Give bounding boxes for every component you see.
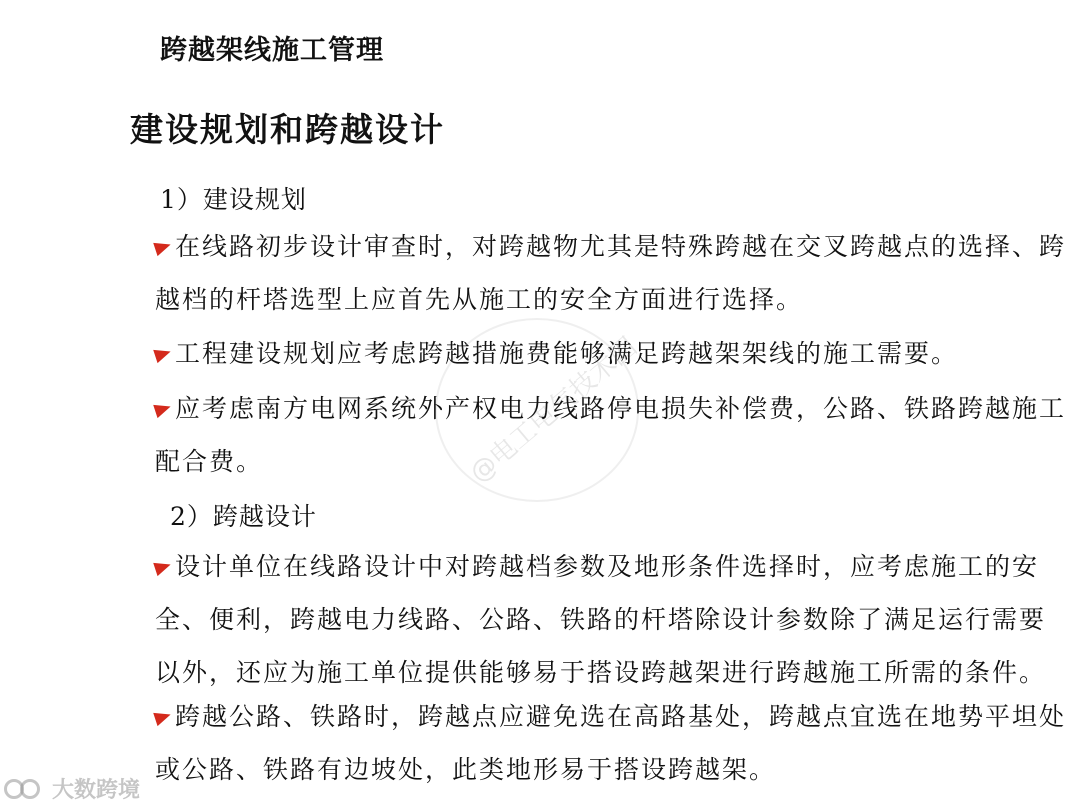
- bullet-text: 工程建设规划应考虑跨越措施费能够满足跨越架架线的施工需要。: [175, 339, 959, 368]
- red-arrow-icon: [153, 345, 173, 363]
- bullet-item: [155, 382, 1070, 488]
- subheading-planning: 1）建设规划: [160, 185, 307, 214]
- red-arrow-icon: [153, 238, 173, 256]
- section-title: 建设规划和跨越设计: [130, 110, 445, 149]
- red-arrow-icon: [153, 708, 173, 726]
- bullet-item: [155, 690, 1070, 796]
- bullet-text: 设计单位在线路设计中对跨越档参数及地形条件选择时，应考虑施工的安全、便利，跨越电力线路、公路、铁路的杆塔除设计参数除了满足运行需要以外，还应为施工单位提供能够易于搭设跨越架进行跨越施工所需的条件。: [155, 552, 1047, 687]
- page-title: 跨越架线施工管理: [160, 35, 384, 66]
- bullet-text: 在线路初步设计审查时，对跨越物尤其是特殊跨越在交叉跨越点的选择、跨越档的杆塔选型上应首先从施工的安全方面进行选择。: [155, 232, 1067, 314]
- red-arrow-icon: [153, 400, 173, 418]
- brand-watermark: [4, 773, 140, 804]
- watermark-text: @电工电气技术圈: [464, 332, 643, 489]
- red-arrow-icon: [153, 558, 173, 576]
- bullet-text: 跨越公路、铁路时，跨越点应避免选在高路基处，跨越点宜选在地势平坦处或公路、铁路有边坡处，此类地形易于搭设跨越架。: [155, 702, 1067, 784]
- bullet-text: 应考虑南方电网系统外产权电力线路停电损失补偿费，公路、铁路跨越施工配合费。: [155, 394, 1067, 476]
- subheading-design: 2）跨越设计: [170, 502, 317, 531]
- bullet-item: [155, 540, 1070, 699]
- brand-name: 大数跨境: [52, 778, 141, 803]
- brand-logo-icon: [4, 778, 48, 800]
- bullet-item: [155, 220, 1070, 326]
- bullet-item: [155, 327, 1070, 380]
